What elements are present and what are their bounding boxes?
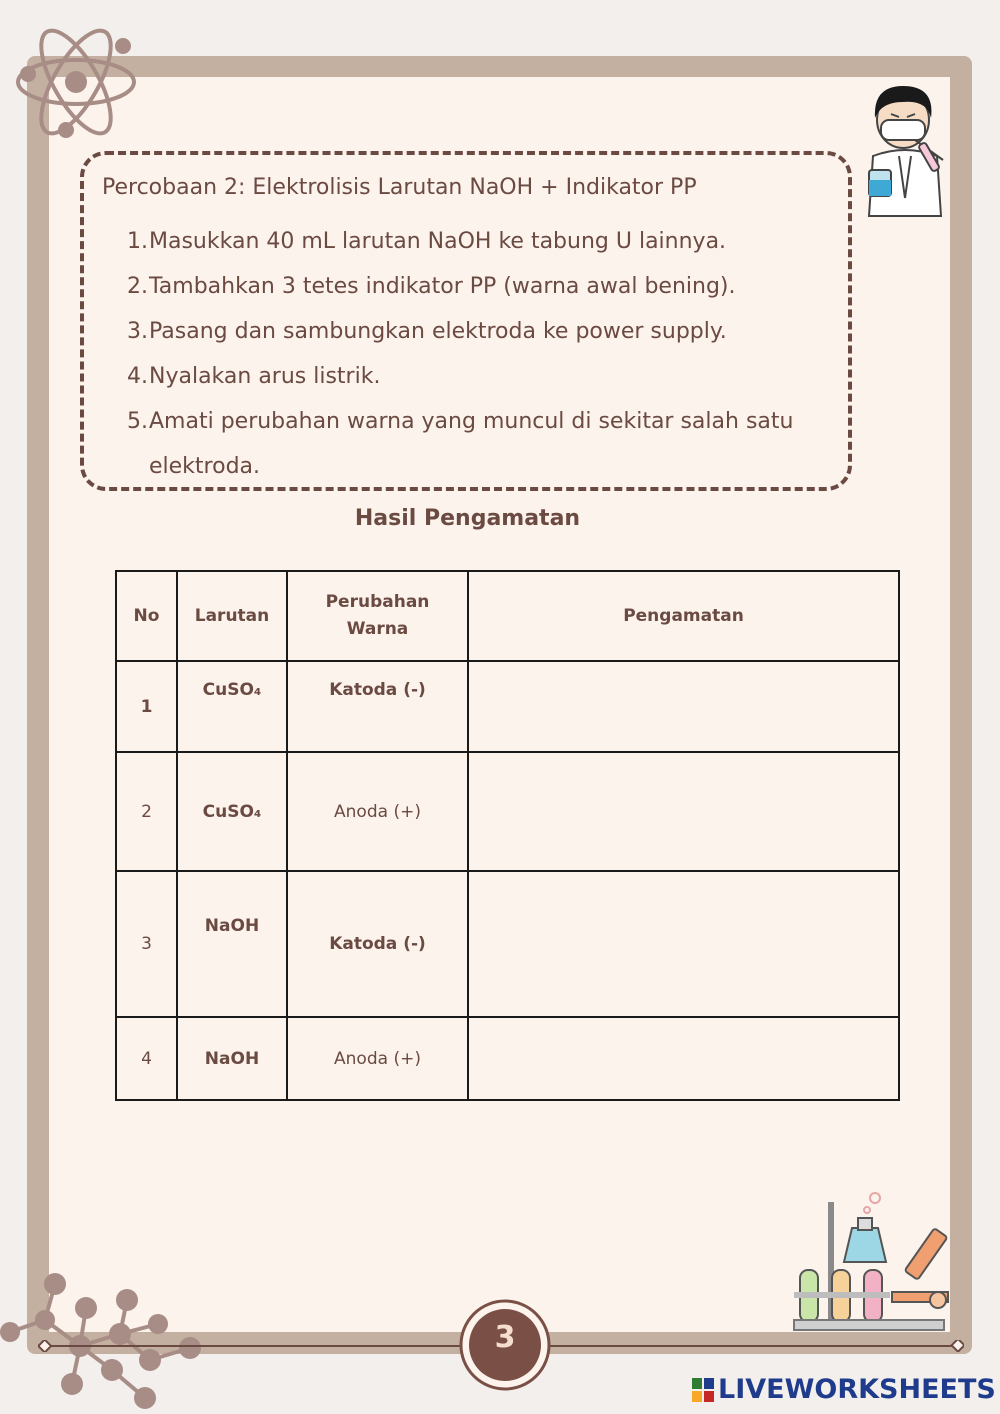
cell-pengamatan-input[interactable] (468, 661, 899, 752)
lab-equipment-illustration (790, 1188, 955, 1338)
procedure-box (80, 151, 852, 491)
cell-no: 3 (116, 871, 177, 1017)
molecule-icon (0, 1262, 210, 1414)
cell-no: 4 (116, 1017, 177, 1100)
header-perubahan-warna: Perubahan Warna (287, 571, 468, 661)
cell-larutan: CuSO₄ (177, 661, 287, 752)
procedure-title: Percobaan 2: Elektrolisis Larutan NaOH + Indikator PP (102, 175, 697, 200)
header-pengamatan: Pengamatan (468, 571, 899, 661)
cell-larutan: CuSO₄ (177, 752, 287, 871)
cell-larutan: NaOH (177, 871, 287, 1017)
table-row (116, 1017, 899, 1100)
procedure-step: 3. Pasang dan sambungkan elektroda ke power supply. (127, 319, 727, 344)
header-no: No (116, 571, 177, 661)
procedure-steps (120, 219, 835, 489)
cell-no: 2 (116, 752, 177, 871)
liveworksheets-brand[interactable] (692, 1374, 996, 1405)
cell-pengamatan-input[interactable] (468, 871, 899, 1017)
page-number: 3 (494, 1320, 516, 1355)
cell-perubahan: Anoda (+) (287, 752, 468, 871)
cell-perubahan: Katoda (-) (287, 661, 468, 752)
results-title: Hasil Pengamatan (354, 506, 581, 531)
cell-pengamatan-input[interactable] (468, 752, 899, 871)
table-header-row (116, 571, 899, 661)
observation-table (115, 570, 900, 1101)
procedure-step: 4. Nyalakan arus listrik. (127, 364, 381, 389)
table-row (116, 752, 899, 871)
procedure-step: 2. Tambahkan 3 tetes indikator PP (warna awal bening). (127, 274, 736, 299)
brand-name: LIVEWORKSHEETS (718, 1374, 996, 1405)
cell-larutan: NaOH (177, 1017, 287, 1100)
liveworksheets-logo-icon (692, 1378, 714, 1402)
table-row (116, 871, 899, 1017)
scientist-illustration (855, 78, 955, 218)
cell-pengamatan-input[interactable] (468, 1017, 899, 1100)
cell-no: 1 (116, 661, 177, 752)
atom-icon (10, 18, 140, 148)
header-larutan: Larutan (177, 571, 287, 661)
procedure-step: 5. Amati perubahan warna yang muncul di sekitar salah satu elektroda. (127, 409, 794, 479)
cell-perubahan: Katoda (-) (287, 871, 468, 1017)
procedure-step: 1. Masukkan 40 mL larutan NaOH ke tabung U lainnya. (127, 229, 727, 254)
table-row (116, 661, 899, 752)
cell-perubahan: Anoda (+) (287, 1017, 468, 1100)
